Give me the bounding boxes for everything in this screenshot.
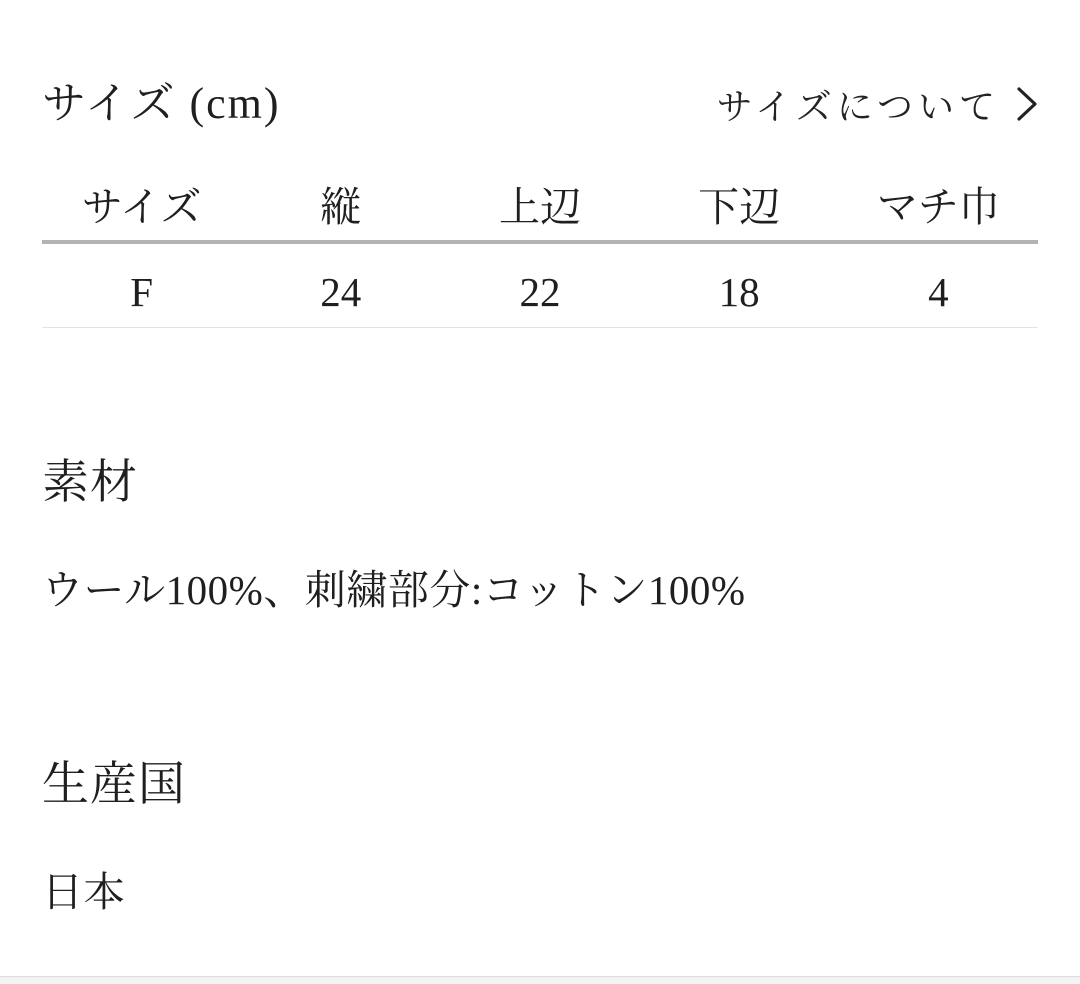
next-section-edge [0, 976, 1080, 984]
size-table [42, 185, 1038, 328]
size-table-body [42, 242, 1038, 328]
material-section-title: 素材 [42, 456, 138, 509]
material-value: ウール100%、刺繍部分:コットン100% [42, 567, 746, 614]
size-cell-height: 24 [241, 242, 440, 328]
size-table-row [42, 242, 1038, 328]
size-section-header [42, 78, 1038, 131]
size-table-header-gusset: マチ巾 [839, 185, 1038, 242]
size-table-header-bottom: 下辺 [640, 185, 839, 242]
origin-value: 日本 [42, 869, 125, 916]
size-table-header-height: 縦 [241, 185, 440, 242]
size-table-header-top: 上辺 [440, 185, 639, 242]
chevron-right-icon [1016, 87, 1038, 121]
size-cell-gusset: 4 [839, 242, 1038, 328]
size-table-header-row [42, 185, 1038, 242]
size-cell-top: 22 [440, 242, 639, 328]
size-section-title: サイズ (cm) [42, 79, 281, 128]
size-table-head [42, 185, 1038, 242]
size-cell-size: F [42, 242, 241, 328]
size-table-header-size: サイズ [42, 185, 241, 242]
size-guide-link-label: サイズについて [716, 85, 1000, 127]
size-cell-bottom: 18 [640, 242, 839, 328]
size-guide-link[interactable] [717, 79, 1038, 130]
origin-section-title: 生産国 [42, 759, 186, 812]
